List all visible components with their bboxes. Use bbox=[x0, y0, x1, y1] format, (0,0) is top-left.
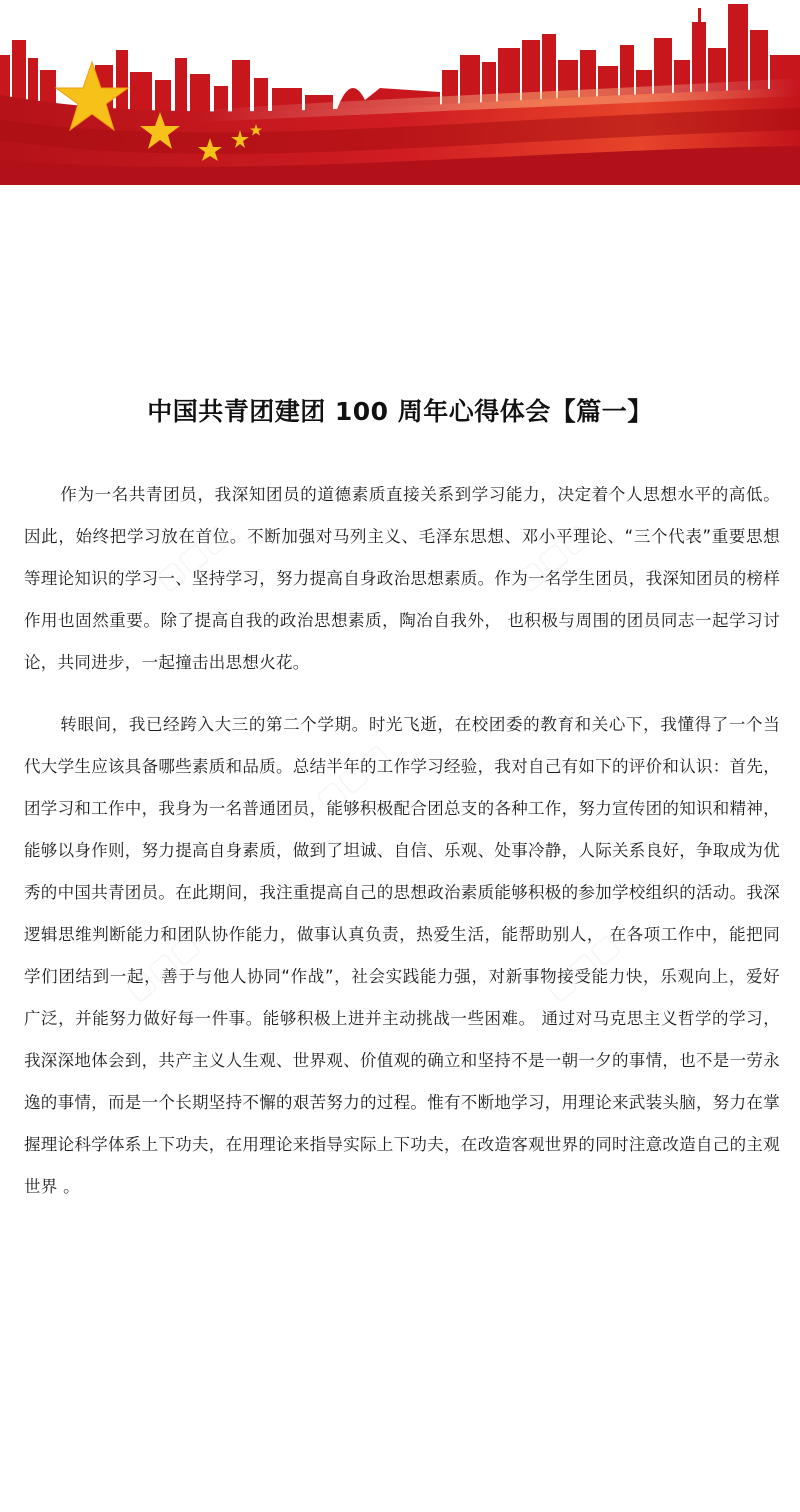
watermark: ▢▢▢ bbox=[118, 926, 207, 1009]
watermark: ▢▢▢ bbox=[508, 516, 597, 599]
article-body bbox=[24, 474, 780, 1228]
watermark: ▢▢▢ bbox=[308, 736, 397, 819]
paragraph-1: 作为一名共青团员，我深知团员的道德素质直接关系到学习能力，决定着个人思想水平的高低。因此，始终把学习放在首位。不断加强对马列主义、毛泽东思想、邓小平理论、“三个代表”重要思想等理论知识的学习一、坚持学习，努力提高自身政治思想素质。作为一名学生团员，我深知团员的榜样作用也固然重要。除了提高自我的政治思想素质，陶冶自我外， 也积极与周围的团员同志一起学习讨论，共同进步，一起撞击出思想火花。 bbox=[24, 485, 780, 672]
watermark: ▢▢▢ bbox=[148, 516, 237, 599]
paragraph-2: 转眼间，我已经跨入大三的第二个学期。时光飞逝，在校团委的教育和关心下，我懂得了一个当代大学生应该具备哪些素质和品质。总结半年的工作学习经验，我对自己有如下的评价和认识：首先，团学习和工作中，我身为一名普通团员，能够积极配合团总支的各种工作，努力宣传团的知识和精神，能够以身作则，努力提高自身素质，做到了坦诚、自信、乐观、处事冷静，人际关系良好，争取成为优秀的中国共青团员。在此期间，我注重提高自己的思想政治素质能够积极的参加学校组织的活动。我深逻辑思维判断能力和团队协作能力，做事认真负责，热爱生活，能帮助别人， 在各项工作中，能把同学们团结到一起，善于与他人协同“作战”，社会实践能力强，对新事物接受能力快，乐观向上，爱好广泛，并能努力做好每一件事。能够积极上进并主动挑战一些困难。 通过对马克思主义哲学的学习，我深深地体会到，共产主义人生观、世界观、价值观的确立和坚持不是一朝一夕的事情，也不是一劳永逸的事情，而是一个长期坚持不懈的艰苦努力的过程。惟有不断地学习，用理论来武装头脑，努力在掌握理论科学体系上下功夫，在用理论来指导实际上下功夫，在改造客观世界的同时注意改造自己的主观世界 。 bbox=[24, 715, 780, 1196]
watermark: ▢▢▢ bbox=[538, 926, 627, 1009]
red-ribbon-skyline-graphic bbox=[0, 0, 800, 185]
header-banner bbox=[0, 0, 800, 185]
article-title: 中国共青团建团 100 周年心得体会【篇一】 bbox=[147, 397, 653, 426]
